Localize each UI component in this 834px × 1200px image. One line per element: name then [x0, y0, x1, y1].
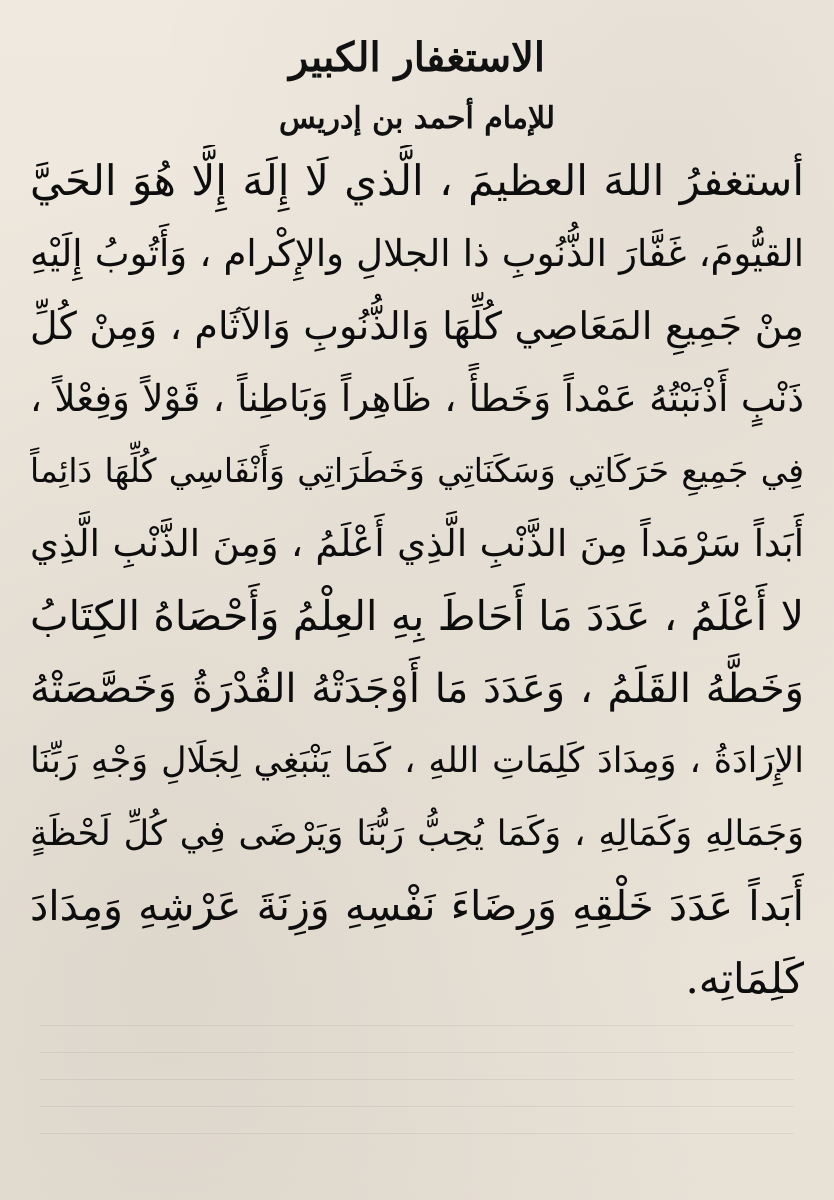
text-line: وَجَمَالِهِ وَكَمَالِهِ ، وَكَمَا يُحِبُّ رَبُّنَا وَيَرْضَى فِي كُلِّ لَحْظَةٍ [30, 813, 804, 854]
text-line: أَبَداً عَدَدَ خَلْقِهِ وَرِضَاءَ نَفْسِهِ وَزِنَةَ عَرْشِهِ وَمِدَادَ [30, 882, 804, 930]
text-line: أَبَداً سَرْمَداً مِنَ الذَّنْبِ الَّذِي أَعْلَمُ ، وَمِنَ الذَّنْبِ الَّذِي [30, 521, 804, 565]
text-line: ذَنْبٍ أَذْنَبْتُهُ عَمْداً وَخَطأً ، ظَاهِراً وَبَاطِناً ، قَوْلاً وَفِعْلاً ، [30, 376, 804, 420]
text-line: وَخَطَّهُ القَلَمُ ، وَعَدَدَ مَا أَوْجَدَتْهُ القُدْرَةُ وَخَصَّصَتْهُ [30, 665, 804, 712]
bleed-through-texture [40, 1010, 794, 1160]
text-line: مِنْ جَمِيعِ المَعَاصِي كُلِّهَا وَالذُّنُوبِ وَالآثَام ، وَمِنْ كُلِّ [30, 304, 804, 348]
text-line: كَلِمَاتِه. [685, 953, 804, 1003]
text-line: القيُّومَ، غَفَّارَ الذُّنُوبِ ذا الجلالِ والإِكْرام ، وَأَتُوبُ إِلَيْهِ [30, 231, 804, 275]
page-title: الاستغفار الكبير [288, 34, 546, 81]
text-line: أستغفرُ اللهَ العظيمَ ، الَّذي لَا إِلَهَ إِلَّا هُوَ الحَيَّ [30, 156, 804, 205]
text-line: فِي جَمِيعِ حَرَكَاتِي وَسَكَنَاتِي وَخَطَرَاتِي وَأَنْفَاسِي كُلِّهَا دَائِماً [30, 451, 804, 490]
prayer-text [30, 145, 804, 1015]
text-line: الإِرَادَةُ ، وَمِدَادَ كَلِمَاتِ اللهِ ، كَمَا يَنْبَغِي لِجَلَالِ وَجْهِ رَبِّنَا [30, 741, 804, 781]
page-subtitle: للإمام أحمد بن إدريس [278, 101, 556, 136]
text-line: لا أَعْلَمُ ، عَدَدَ مَا أَحَاطَ بِهِ العِلْمُ وَأَحْصَاهُ الكِتَابُ [30, 592, 804, 640]
